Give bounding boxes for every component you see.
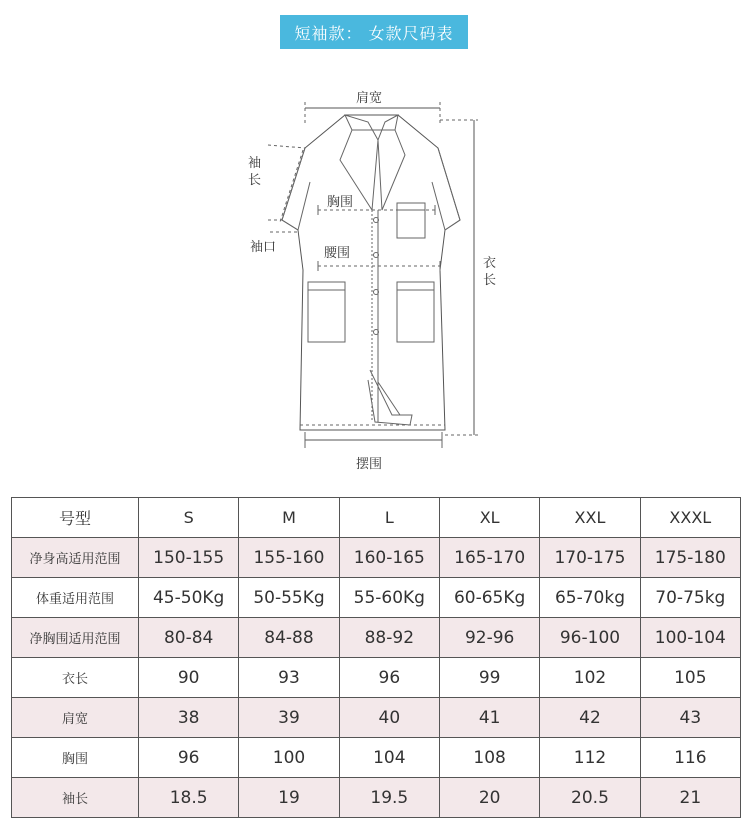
row-label: 净身高适用范围 — [12, 538, 139, 578]
table-row — [12, 778, 741, 818]
table-cell: 96-100 — [540, 618, 640, 658]
table-cell: 20.5 — [540, 778, 640, 818]
table-cell: 18.5 — [139, 778, 239, 818]
table-row — [12, 698, 741, 738]
table-cell: 116 — [640, 738, 740, 778]
table-cell: 160-165 — [339, 538, 439, 578]
table-cell: 65-70kg — [540, 578, 640, 618]
garment-diagram — [0, 70, 750, 490]
header-cell: S — [139, 498, 239, 538]
table-cell: 104 — [339, 738, 439, 778]
table-cell: 96 — [339, 658, 439, 698]
chart-title-banner — [280, 15, 468, 49]
label-body-length-1: 衣 — [483, 256, 497, 271]
table-cell: 20 — [439, 778, 539, 818]
table-cell: 60-65Kg — [439, 578, 539, 618]
chart-title: 短袖款： 女款尺码表 — [294, 23, 454, 43]
table-cell: 43 — [640, 698, 740, 738]
row-label: 衣长 — [12, 658, 139, 698]
table-row — [12, 738, 741, 778]
header-cell: M — [239, 498, 339, 538]
header-cell: XXL — [540, 498, 640, 538]
table-cell: 55-60Kg — [339, 578, 439, 618]
table-cell: 70-75kg — [640, 578, 740, 618]
table-cell: 50-55Kg — [239, 578, 339, 618]
table-cell: 39 — [239, 698, 339, 738]
label-chest: 胸围 — [327, 195, 354, 210]
table-cell: 105 — [640, 658, 740, 698]
table-cell: 84-88 — [239, 618, 339, 658]
table-cell: 112 — [540, 738, 640, 778]
row-label: 胸围 — [12, 738, 139, 778]
table-cell: 96 — [139, 738, 239, 778]
table-cell: 100 — [239, 738, 339, 778]
table-cell: 170-175 — [540, 538, 640, 578]
label-hem: 摆围 — [356, 457, 383, 472]
table-cell: 45-50Kg — [139, 578, 239, 618]
table-cell: 150-155 — [139, 538, 239, 578]
table-cell: 93 — [239, 658, 339, 698]
table-cell: 102 — [540, 658, 640, 698]
table-row — [12, 618, 741, 658]
label-waist: 腰围 — [324, 246, 351, 261]
label-cuff: 袖口 — [250, 240, 277, 255]
row-label: 肩宽 — [12, 698, 139, 738]
table-cell: 80-84 — [139, 618, 239, 658]
table-row — [12, 578, 741, 618]
table-cell: 165-170 — [439, 538, 539, 578]
table-cell: 19.5 — [339, 778, 439, 818]
header-cell: XL — [439, 498, 539, 538]
table-cell: 155-160 — [239, 538, 339, 578]
header-cell: XXXL — [640, 498, 740, 538]
table-cell: 19 — [239, 778, 339, 818]
table-cell: 88-92 — [339, 618, 439, 658]
table-cell: 38 — [139, 698, 239, 738]
row-label: 袖长 — [12, 778, 139, 818]
label-body-length-2: 长 — [483, 273, 497, 288]
label-sleeve-length-2: 长 — [248, 173, 262, 188]
table-cell: 21 — [640, 778, 740, 818]
table-header-row — [12, 498, 741, 538]
row-label: 体重适用范围 — [12, 578, 139, 618]
size-table — [11, 497, 741, 818]
table-row — [12, 538, 741, 578]
table-cell: 42 — [540, 698, 640, 738]
header-cell: L — [339, 498, 439, 538]
label-sleeve-length-1: 袖 — [248, 156, 262, 171]
table-cell: 92-96 — [439, 618, 539, 658]
table-cell: 41 — [439, 698, 539, 738]
row-label: 净胸围适用范围 — [12, 618, 139, 658]
table-cell: 108 — [439, 738, 539, 778]
table-cell: 99 — [439, 658, 539, 698]
header-cell: 号型 — [12, 498, 139, 538]
label-shoulder-width: 肩宽 — [356, 91, 383, 106]
table-cell: 90 — [139, 658, 239, 698]
table-cell: 100-104 — [640, 618, 740, 658]
table-cell: 175-180 — [640, 538, 740, 578]
table-cell: 40 — [339, 698, 439, 738]
table-row — [12, 658, 741, 698]
